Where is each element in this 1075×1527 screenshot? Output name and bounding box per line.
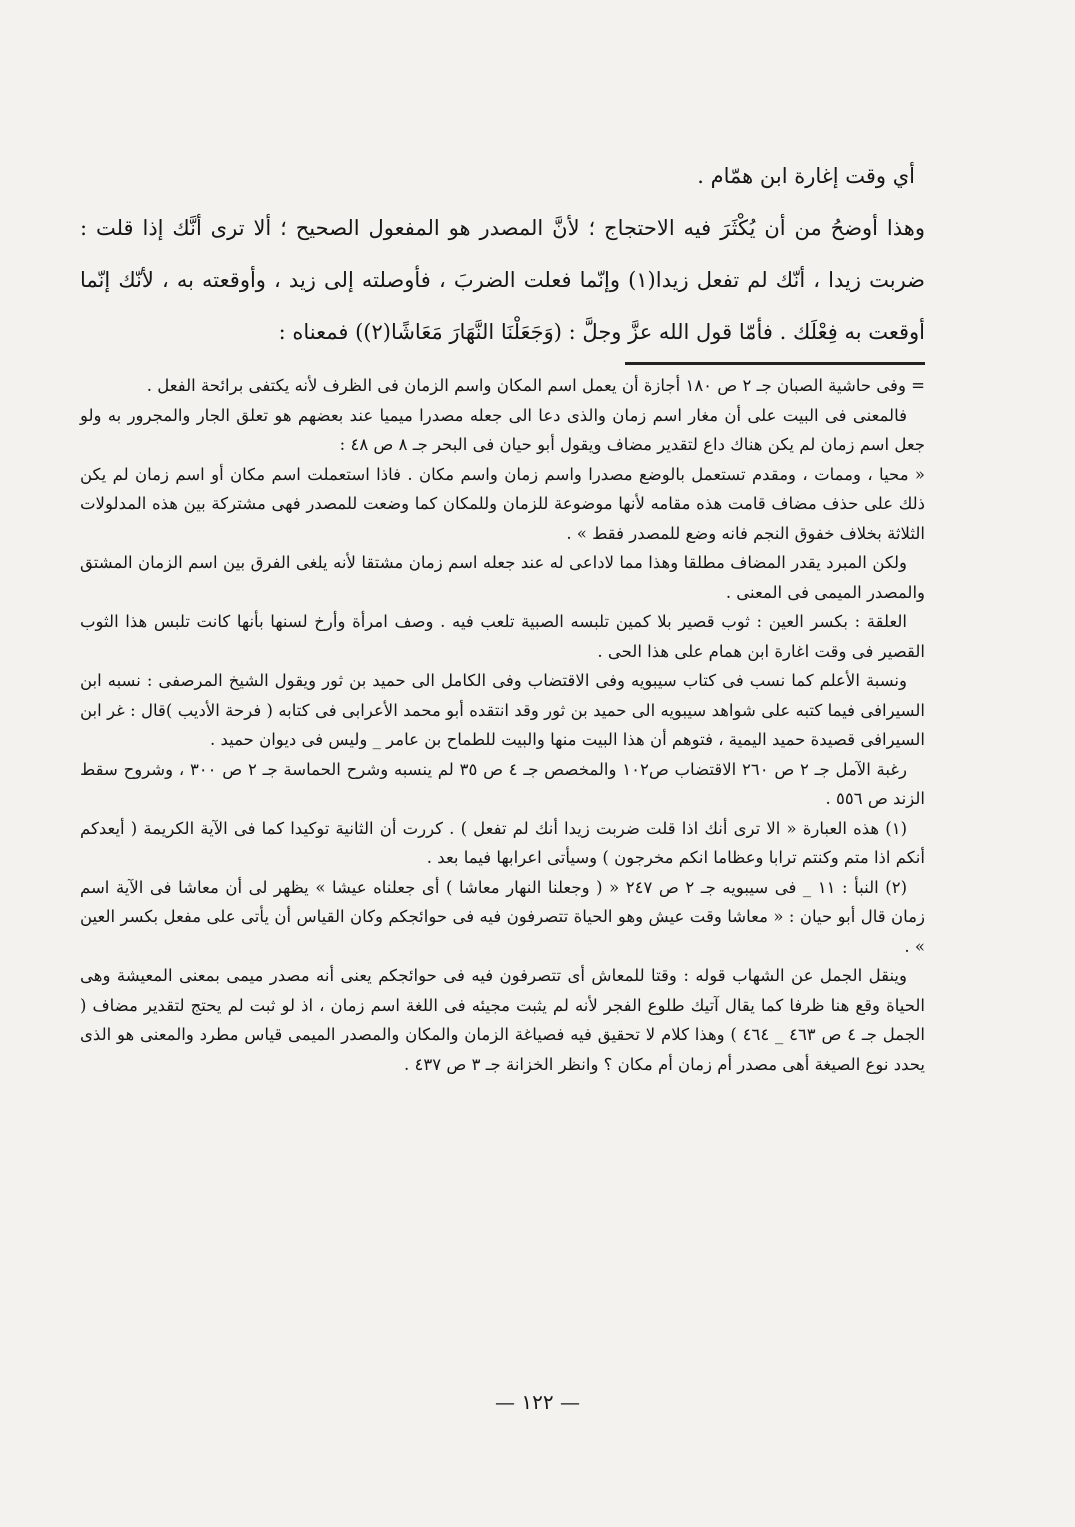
footnote-paragraph: ونسبة الأعلم كما نسب فى كتاب سيبويه وفى الاقتضاب وفى الكامل الى حميد بن ثور ويقول الشيخ المرصفى : نسبه ابن السيرافى فيما كتبه على شواهد سيبويه الى حميد بن ثور وقد انتقده أبو محمد الأعرابى فى كتابه ( فرحة الأديب )قال : غر ابن السيرافى قصيدة حميد اليمية ، فتوهم أن هذا البيت منها والبيت للطماح بن عامر _ وليس فى ديوان حميد . — [80, 671, 925, 749]
footnote-paragraph: = وفى حاشية الصبان جـ ٢ ص ١٨٠ أجازة أن يعمل اسم المكان واسم الزمان فى الظرف لأنه يكتفى برائحة الفعل . — [146, 376, 925, 395]
footnotes — [80, 371, 925, 1079]
footnote-paragraph: رغبة الآمل جـ ٢ ص ٢٦٠ الاقتضاب ص١٠٢ والمخصص جـ ٤ ص ٣٥ لم ينسبه وشرح الحماسة جـ ٢ ص ٣٠٠ ، وشروح سقط الزند ص ٥٥٦ . — [80, 759, 925, 808]
footnote-paragraph: فالمعنى فى البيت على أن مغار اسم زمان والذى دعا الى جعله مصدرا ميميا عند بعضهم هو تعلق الجار والمجرور به ولو جعل اسم زمان لم يكن هناك داع لتقدير مضاف ويقول أبو حيان فى البحر جـ ٨ ص ٤٨ : — [80, 405, 925, 454]
footnote-separator — [625, 362, 925, 365]
page-body — [80, 150, 925, 1079]
footnote-paragraph: « محيا ، وممات ، ومقدم تستعمل بالوضع مصدرا واسم زمان واسم مكان . فاذا استعملت اسم مكان أو اسم زمان لم يكن ذلك على حذف مضاف قامت هذه مقامه لأنها موضوعة للزمان وللمكان كما وضعت للمصدر فهى مشتركة بين هذه المدلولات الثلاثة بخلاف خفوق النجم فانه وضع للمصدر فقط » . — [80, 464, 925, 543]
footnote-paragraph: وينقل الجمل عن الشهاب قوله : وقتا للمعاش أى تتصرفون فيه فى حوائجكم يعنى أنه مصدر ميمى بمعنى المعيشة وهى الحياة وقع هنا ظرفا كما يقال آتيك طلوع الفجر لأنه لم يثبت مجيئه فى اللغة اسم زمان ، اذ لو ثبت لم يحتج لتقدير مضاف ( الجمل جـ ٤ ص ٤٦٣ _ ٤٦٤ ) وهذا كلام لا تحقيق فيه فصياغة الزمان والمكان والمصدر الميمى قياس مطرد والمعنى هو الذى يحدد نوع الصيغة أهى مصدر أم زمان أم مكان ؟ وانظر الخزانة جـ ٣ ص ٤٣٧ . — [80, 966, 925, 1074]
footnote-paragraph: العلقة : بكسر العين : ثوب قصير بلا كمين تلبسه الصبية تلعب فيه . وصف امرأة وأرخ لسنها بأنها كانت تلبس هذا الثوب القصير فى وقت اغارة ابن همام على هذا الحى . — [80, 612, 925, 661]
page-number: — ١٢٢ — — [495, 1390, 580, 1414]
footnote-paragraph: ولكن المبرد يقدر المضاف مطلقا وهذا مما لاداعى له عند جعله اسم زمان مشتقا لأنه يلغى الفرق بين اسم الزمان المشتق والمصدر الميمى فى المعنى . — [80, 553, 925, 602]
footnote-2: (٢) النبأ : ١١ _ فى سيبويه جـ ٢ ص ٢٤٧ « ( وجعلنا النهار معاشا ) أى جعلناه عيشا » يظهر لى أن معاشا فى الآية اسم زمان قال أبو حيان : « معاشا وقت عيش وهو الحياة تتصرفون فيه فى حوائجكم وكان القياس أن يأتى على مفعل بكسر العين » . — [80, 877, 925, 956]
footnote-1: (١) هذه العبارة « الا ترى أنك اذا قلت ضربت زيدا أنك لم تفعل ) . كررت أن الثانية توكيدا كما فى الآية الكريمة ( أيعدكم أنكم اذا متم وكنتم ترابا وعظاما انكم مخرجون ) وسيأتى اعرابها فيما بعد . — [80, 818, 925, 867]
main-text — [80, 150, 925, 358]
main-paragraph-2: وهذا أوضحُ من أن يُكْثَرَ فيه الاحتجاج ؛ لأنَّ المصدر هو المفعول الصحيح ؛ ألا ترى أنَّك إذا قلت : ضربت زيدا ، أنّك لم تفعل زيدا(١) وإنّما فعلت الضربَ ، فأوصلته إلى زيد ، وأوقعته به ، لأنّك إنّما أوقعت به فِعْلَك . فأمّا قول الله عزَّ وجلَّ : (وَجَعَلْنَا النَّهَارَ مَعَاشًا(٢)) فمعناه : — [80, 216, 925, 344]
main-paragraph-1: أي وقت إغارة ابن همّام . — [697, 164, 915, 188]
